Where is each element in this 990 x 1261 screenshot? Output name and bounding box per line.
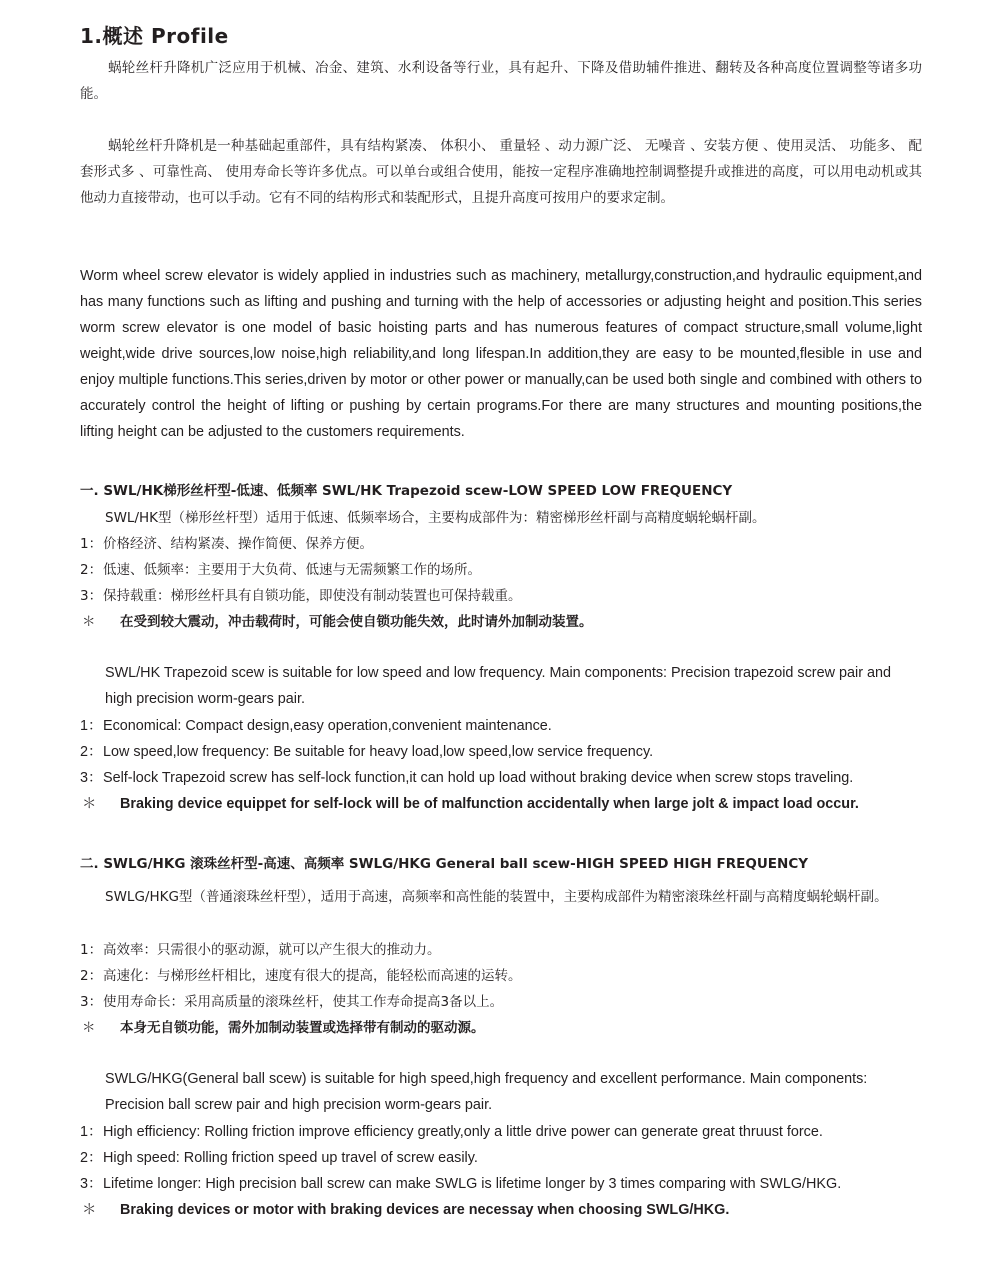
section2-zh-item-1 [80, 940, 940, 960]
asterisk-icon: ＊ [82, 614, 96, 630]
item-text: 低速、低频率：主要用于大负荷、低速与无需频繁工作的场所。 [103, 562, 481, 578]
section2-heading: 二. SWLG/HKG 滚珠丝杆型-高速、高频率 SWLG/HKG General ball scew-HIGH SPEED HIGH FREQUENCY [80, 856, 809, 872]
item-number: 2： [80, 968, 103, 984]
item-number: 3： [80, 1176, 103, 1192]
item-text: Economical: Compact design,easy operation,convenient maintenance. [103, 718, 552, 734]
section1-zh-item-1 [80, 534, 940, 554]
item-text: 使用寿命长：采用高质量的滚珠丝杆，使其工作寿命提高3备以上。 [103, 994, 504, 1010]
section2-en-item-2 [80, 1148, 940, 1168]
section1-zh-intro: SWL/HK型（梯形丝杆型）适用于低速、低频率场合，主要构成部件为：精密梯形丝杆副与高精度蜗轮蜗杆副。 [105, 510, 766, 526]
section1-en-item-1 [80, 716, 940, 736]
section2-zh-intro: SWLG/HKG型（普通滚珠丝杆型），适用于高速，高频率和高性能的装置中，主要构成部件为精密滚珠丝杆副与高精度蜗轮蜗杆副。 [105, 889, 888, 905]
section2-zh-item-2 [80, 966, 940, 986]
item-number: 2： [80, 1150, 103, 1166]
section1-heading: 一. SWL/HK梯形丝杆型-低速、低频率 SWL/HK Trapezoid scew-LOW SPEED LOW FREQUENCY [80, 483, 733, 499]
section1-zh-item-2 [80, 560, 940, 580]
asterisk-icon: ＊ [82, 1020, 96, 1036]
item-number: 1： [80, 942, 103, 958]
page-title: 1.概述 Profile [80, 24, 229, 48]
item-number: 3： [80, 994, 103, 1010]
item-text: 高速化：与梯形丝杆相比，速度有很大的提高，能轻松而高速的运转。 [103, 968, 522, 984]
section2-en-intro: SWLG/HKG(General ball scew) is suitable for high speed,high frequency and excellent performance. Main components: Precision ball screw pair and high precision worm-gears pair. [105, 1071, 868, 1113]
profile-en-paragraph: Worm wheel screw elevator is widely applied in industries such as machinery, metallurgy,construction,and hydraulic equipment,and has many functions such as lifting and pushing and turning with the help of accessories or adjusting height and position.This series worm screw elevator is one model of basic hoisting parts and has numerous features of compact structure,small volume,light weight,wide drive sources,low noise,high reliability,and long lifespan.In addition,they are easy to be mounted,flesible in use and enjoy multiple functions.This series,driven by motor or other power or manually,can be used both single and combined with others to accurately control the height of lifting or pushing by certain programs.For there are many structures and mounting positions,the lifting height can be adjusted to the customers requirements. [80, 268, 922, 440]
section1-en-item-3 [80, 768, 940, 788]
section2-zh-note [80, 1018, 940, 1038]
note-text: Braking device equippet for self-lock will be of malfunction accidentally when large jolt & impact load occur. [120, 796, 859, 812]
item-text: Self-lock Trapezoid screw has self-lock function,it can hold up load without braking device when screw stops traveling. [103, 770, 854, 786]
asterisk-icon: ＊ [82, 796, 97, 812]
item-number: 3： [80, 588, 103, 604]
section1-en-intro: SWL/HK Trapezoid scew is suitable for low speed and low frequency. Main components: Precision trapezoid screw pair and high precision worm-gears pair. [105, 665, 892, 707]
note-text: 本身无自锁功能，需外加制动装置或选择带有制动的驱动源。 [120, 1020, 485, 1036]
asterisk-icon: ＊ [82, 1202, 97, 1218]
profile-zh-paragraph-2: 蜗轮丝杆升降机是一种基础起重部件，具有结构紧凑、 体积小、 重量轻 、动力源广泛、 无噪音 、安装方便 、使用灵活、 功能多、 配套形式多 、可靠性高、 使用寿命长等许多优点。可以单台或组合使用，能按一定程序准确地控制调整提升或推进的高度，可以用电动机或其他动力直接带动，也可以手动。它有不同的结构形式和装配形式，且提升高度可按用户的要求定制。 [80, 138, 922, 206]
section2-zh-item-3 [80, 992, 940, 1012]
section1-en-item-2 [80, 742, 940, 762]
item-number: 1： [80, 536, 103, 552]
item-text: High speed: Rolling friction speed up travel of screw easily. [103, 1150, 478, 1166]
item-text: 高效率：只需很小的驱动源，就可以产生很大的推动力。 [103, 942, 441, 958]
item-text: Lifetime longer: High precision ball screw can make SWLG is lifetime longer by 3 times comparing with SWLG/HKG. [103, 1176, 842, 1192]
item-text: 价格经济、结构紧凑、操作简便、保养方便。 [103, 536, 373, 552]
section1-zh-item-3 [80, 586, 940, 606]
item-text: Low speed,low frequency: Be suitable for heavy load,low speed,low service frequency. [103, 744, 654, 760]
item-number: 2： [80, 562, 103, 578]
note-text: 在受到较大震动，冲击载荷时，可能会使自锁功能失效，此时请外加制动装置。 [120, 614, 593, 630]
section1-zh-note [80, 612, 940, 632]
profile-zh-paragraph-1: 蜗轮丝杆升降机广泛应用于机械、冶金、建筑、水利设备等行业，具有起升、下降及借助辅件推进、翻转及各种高度位置调整等诸多功能。 [80, 60, 922, 102]
note-text: Braking devices or motor with braking devices are necessay when choosing SWLG/HKG. [120, 1202, 730, 1218]
section2-en-item-3 [80, 1174, 940, 1194]
item-number: 2： [80, 744, 103, 760]
item-text: 保持载重：梯形丝杆具有自锁功能，即使没有制动装置也可保持载重。 [103, 588, 522, 604]
item-text: High efficiency: Rolling friction improve efficiency greatly,only a little drive power can generate great thruust force. [103, 1124, 823, 1140]
item-number: 1： [80, 1124, 103, 1140]
section1-en-note [80, 794, 940, 814]
section2-en-note [80, 1200, 940, 1220]
item-number: 1： [80, 718, 103, 734]
section2-en-item-1 [80, 1122, 940, 1142]
item-number: 3： [80, 770, 103, 786]
